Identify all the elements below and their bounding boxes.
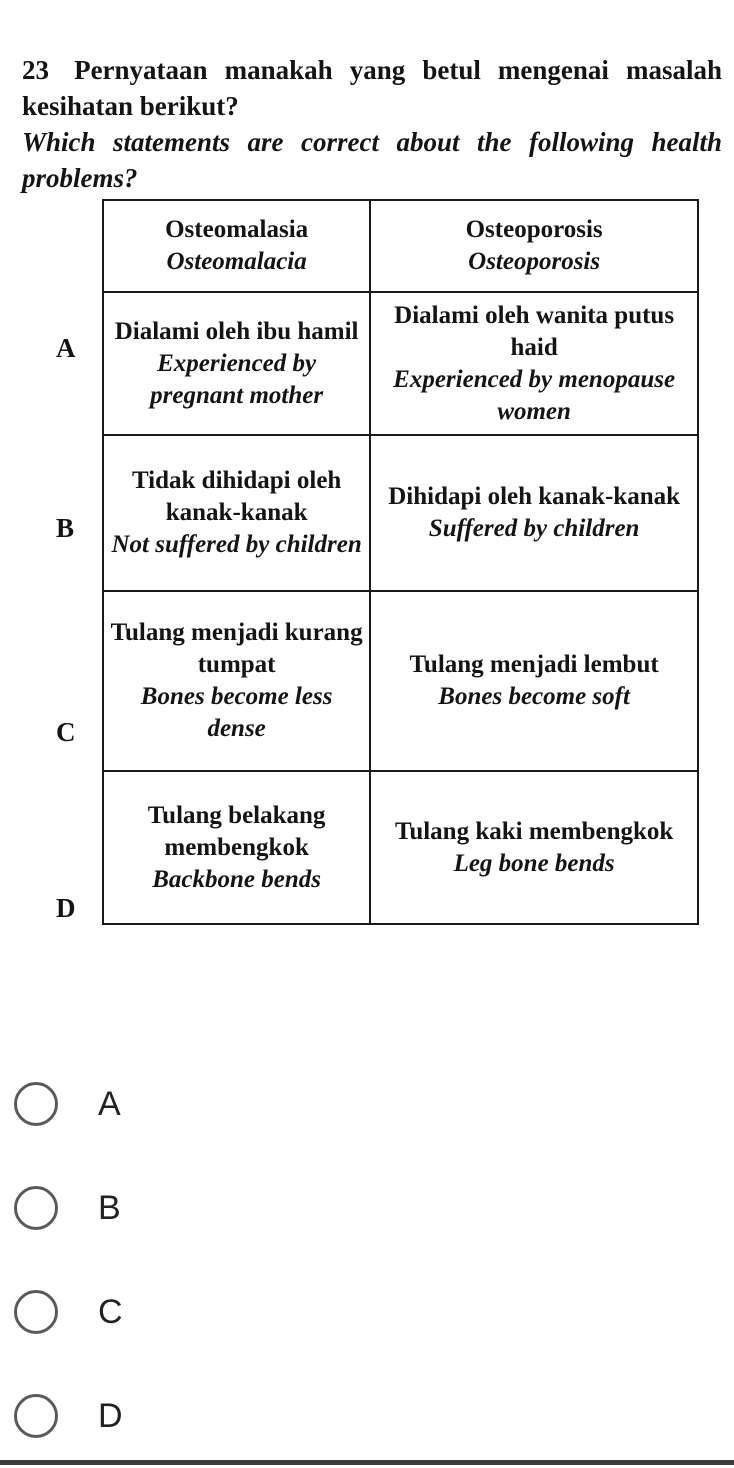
header-osteomalacia: Osteomalasia Osteomalacia — [103, 200, 370, 292]
option-label: D — [98, 1396, 123, 1435]
radio-circle-icon[interactable] — [14, 1290, 58, 1334]
question-number: 23 — [22, 55, 49, 85]
row-letter-a: A — [56, 333, 76, 363]
question-text — [22, 52, 722, 196]
row-letter-d: D — [56, 893, 76, 923]
option-label: A — [98, 1084, 121, 1123]
option-c[interactable] — [14, 1260, 714, 1364]
option-label: C — [98, 1292, 123, 1331]
answer-options — [14, 1052, 714, 1468]
radio-circle-icon[interactable] — [14, 1082, 58, 1126]
table-cell-a-osteoporosis: Dialami oleh wanita putus haid Experienced by menopause women — [370, 292, 698, 435]
row-letter-c: C — [56, 717, 76, 747]
table-cell-b-osteomalacia: Tidak dihidapi oleh kanak-kanak Not suffered by children — [103, 435, 370, 591]
question-text-english: Which statements are correct about the following health problems? — [22, 127, 722, 193]
table-cell-d-osteoporosis: Tulang kaki membengkok Leg bone bends — [370, 771, 698, 924]
radio-circle-icon[interactable] — [14, 1394, 58, 1438]
table-header-row — [103, 200, 698, 292]
table-cell-c-osteomalacia: Tulang menjadi kurang tumpat Bones become less dense — [103, 591, 370, 771]
table-cell-d-osteomalacia: Tulang belakang membengkok Backbone bends — [103, 771, 370, 924]
table-cell-c-osteoporosis: Tulang menjadi lembut Bones become soft — [370, 591, 698, 771]
option-d[interactable] — [14, 1364, 714, 1468]
row-letter-b: B — [56, 513, 75, 543]
table-cell-a-osteomalacia: Dialami oleh ibu hamil Experienced by pregnant mother — [103, 292, 370, 435]
table-row — [103, 292, 698, 435]
table-row — [103, 771, 698, 924]
table-cell-b-osteoporosis: Dihidapi oleh kanak-kanak Suffered by children — [370, 435, 698, 591]
question-text-malay: Pernyataan manakah yang betul mengenai masalah kesihatan berikut? — [22, 55, 722, 121]
table-row — [103, 435, 698, 591]
option-b[interactable] — [14, 1156, 714, 1260]
radio-circle-icon[interactable] — [14, 1186, 58, 1230]
comparison-table — [102, 199, 699, 925]
option-label: B — [98, 1188, 121, 1227]
table-row — [103, 591, 698, 771]
header-osteoporosis: Osteoporosis Osteoporosis — [370, 200, 698, 292]
option-a[interactable] — [14, 1052, 714, 1156]
bottom-divider — [0, 1460, 734, 1465]
